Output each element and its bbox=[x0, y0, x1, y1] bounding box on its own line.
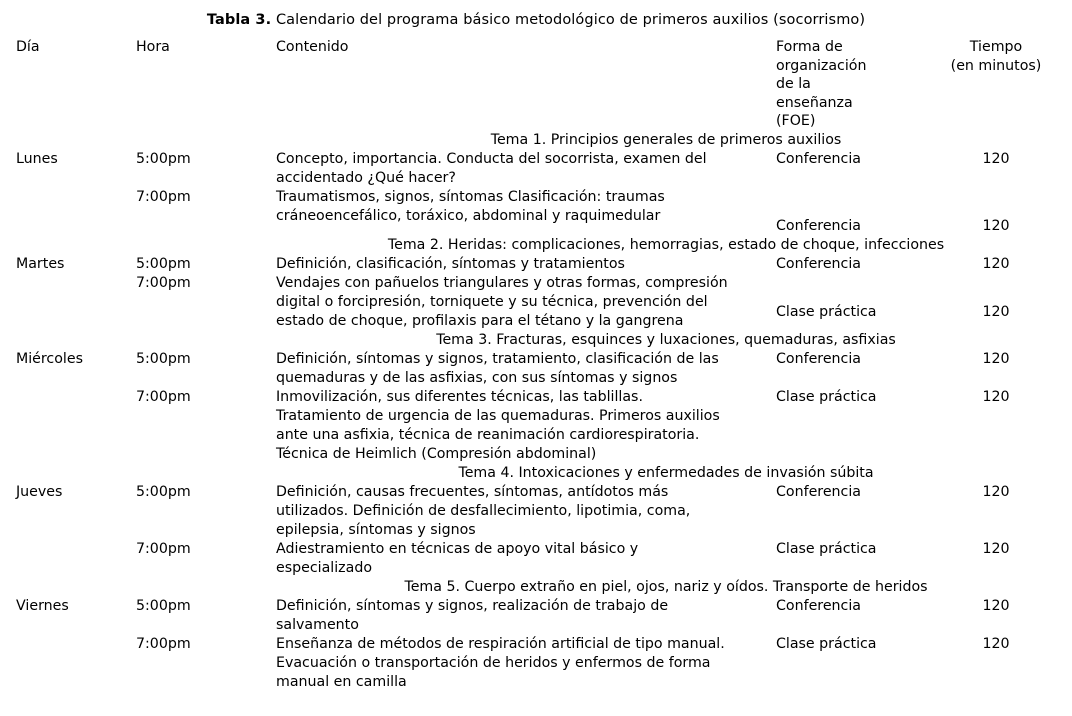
cell-contenido bbox=[276, 350, 776, 388]
cell-contenido bbox=[276, 388, 776, 464]
cell-hora: 5:00pm bbox=[136, 483, 191, 500]
cell-contenido bbox=[276, 255, 776, 274]
cell-hora: 7:00pm bbox=[136, 188, 191, 205]
cell-tiempo: 120 bbox=[982, 540, 1010, 557]
contenido-line: Técnica de Heimlich (Compresión abdominal) bbox=[276, 445, 597, 462]
cell-hora: 5:00pm bbox=[136, 150, 191, 167]
cell-foe: Conferencia bbox=[776, 217, 861, 234]
contenido-line: Definición, síntomas y signos, tratamiento, clasificación de las bbox=[276, 350, 719, 367]
contenido-line: salvamento bbox=[276, 616, 359, 633]
header-foe-line-5: (FOE) bbox=[776, 113, 816, 129]
contenido-line: cráneoencefálico, toráxico, abdominal y raquimedular bbox=[276, 207, 661, 224]
table-row bbox=[16, 635, 1056, 692]
contenido-line: Evacuación o transportación de heridos y enfermos de forma bbox=[276, 654, 711, 671]
contenido-line: digital o forcipresión, torniquete y su técnica, prevención del bbox=[276, 293, 708, 310]
header-tiempo-line-1: Tiempo bbox=[969, 39, 1023, 55]
tema-title: Tema 1. Principios generales de primeros auxilios bbox=[490, 131, 842, 148]
cell-dia: Martes bbox=[16, 255, 65, 272]
cell-foe: Conferencia bbox=[776, 255, 861, 272]
cell-foe: Clase práctica bbox=[776, 635, 877, 652]
cell-hora: 7:00pm bbox=[136, 635, 191, 652]
tema-row bbox=[16, 131, 1056, 150]
tema-row bbox=[16, 331, 1056, 350]
table-row bbox=[16, 388, 1056, 464]
cell-contenido bbox=[276, 597, 776, 635]
table-row bbox=[16, 350, 1056, 388]
cell-tiempo: 120 bbox=[982, 350, 1010, 367]
cell-foe: Conferencia bbox=[776, 483, 861, 500]
cell-foe: Clase práctica bbox=[776, 303, 877, 320]
cell-hora: 7:00pm bbox=[136, 274, 191, 291]
table-row bbox=[16, 274, 1056, 331]
cell-tiempo: 120 bbox=[982, 388, 1010, 405]
header-foe bbox=[776, 38, 936, 131]
tema-title: Tema 2. Heridas: complicaciones, hemorragias, estado de choque, infecciones bbox=[387, 236, 945, 253]
contenido-line: Definición, síntomas y signos, realización de trabajo de bbox=[276, 597, 669, 614]
contenido-line: utilizados. Definición de desfallecimiento, lipotimia, coma, bbox=[276, 502, 691, 519]
tema-row bbox=[16, 236, 1056, 255]
contenido-line: Tratamiento de urgencia de las quemaduras. Primeros auxilios bbox=[276, 407, 720, 424]
cell-hora: 7:00pm bbox=[136, 388, 191, 405]
tema-row bbox=[16, 578, 1056, 597]
table-caption bbox=[16, 10, 1056, 30]
header-contenido: Contenido bbox=[276, 39, 349, 55]
contenido-line: especializado bbox=[276, 559, 373, 576]
header-tiempo bbox=[936, 38, 1056, 131]
cell-tiempo: 120 bbox=[982, 483, 1010, 500]
contenido-line: manual en camilla bbox=[276, 673, 407, 690]
table-row bbox=[16, 597, 1056, 635]
table-caption-label: Tabla 3. bbox=[206, 12, 272, 28]
table-caption-text: Calendario del programa básico metodológico de primeros auxilios (socorrismo) bbox=[275, 12, 866, 28]
cell-contenido bbox=[276, 150, 776, 188]
cell-contenido bbox=[276, 540, 776, 578]
tema-title: Tema 5. Cuerpo extraño en piel, ojos, nariz y oídos. Transporte de heridos bbox=[404, 578, 928, 595]
header-foe-line-1: Forma de bbox=[776, 39, 843, 55]
contenido-line: quemaduras y de las asfixias, con sus síntomas y signos bbox=[276, 369, 678, 386]
tema-title: Tema 3. Fracturas, esquinces y luxaciones, quemaduras, asfixias bbox=[436, 331, 896, 348]
contenido-line: Inmovilización, sus diferentes técnicas, las tablillas. bbox=[276, 388, 643, 405]
cell-foe: Clase práctica bbox=[776, 388, 877, 405]
contenido-line: estado de choque, profilaxis para el tétano y la gangrena bbox=[276, 312, 684, 329]
contenido-line: epilepsia, síntomas y signos bbox=[276, 521, 476, 538]
cell-foe: Conferencia bbox=[776, 597, 861, 614]
cell-tiempo: 120 bbox=[982, 635, 1010, 652]
cell-tiempo: 120 bbox=[982, 597, 1010, 614]
cell-hora: 5:00pm bbox=[136, 255, 191, 272]
cell-foe: Conferencia bbox=[776, 350, 861, 367]
contenido-line: Definición, clasificación, síntomas y tratamientos bbox=[276, 255, 625, 272]
header-foe-line-2: organización bbox=[776, 57, 867, 74]
header-foe-line-3: de la bbox=[776, 76, 811, 92]
cell-tiempo: 120 bbox=[982, 150, 1010, 167]
header-tiempo-line-2: (en minutos) bbox=[950, 57, 1042, 74]
contenido-line: accidentado ¿Qué hacer? bbox=[276, 169, 456, 186]
cell-hora: 7:00pm bbox=[136, 540, 191, 557]
table-row bbox=[16, 255, 1056, 274]
table-row bbox=[16, 150, 1056, 188]
table-row bbox=[16, 540, 1056, 578]
cell-contenido bbox=[276, 188, 776, 236]
header-hora: Hora bbox=[136, 39, 170, 55]
cell-contenido bbox=[276, 274, 776, 331]
tema-row bbox=[16, 464, 1056, 483]
contenido-line: Definición, causas frecuentes, síntomas, antídotos más bbox=[276, 483, 669, 500]
cell-dia: Viernes bbox=[16, 597, 69, 614]
contenido-line: ante una asfixia, técnica de reanimación cardiorespiratoria. bbox=[276, 426, 700, 443]
header-foe-line-4: enseñanza bbox=[776, 94, 853, 111]
cell-hora: 5:00pm bbox=[136, 350, 191, 367]
contenido-line: Vendajes con pañuelos triangulares y otras formas, compresión bbox=[276, 274, 728, 291]
cell-tiempo: 120 bbox=[982, 255, 1010, 272]
cell-tiempo: 120 bbox=[982, 303, 1010, 320]
cell-foe: Conferencia bbox=[776, 150, 861, 167]
cell-foe: Clase práctica bbox=[776, 540, 877, 557]
contenido-line: Concepto, importancia. Conducta del socorrista, examen del bbox=[276, 150, 707, 167]
contenido-line: Traumatismos, signos, síntomas Clasificación: traumas bbox=[276, 188, 665, 205]
tema-title: Tema 4. Intoxicaciones y enfermedades de invasión súbita bbox=[458, 464, 874, 481]
contenido-line: Enseñanza de métodos de respiración artificial de tipo manual. bbox=[276, 635, 725, 652]
contenido-line: Adiestramiento en técnicas de apoyo vital básico y bbox=[276, 540, 639, 557]
cell-dia: Miércoles bbox=[16, 350, 83, 367]
cell-dia: Jueves bbox=[16, 483, 63, 500]
table-header-row bbox=[16, 38, 1056, 131]
table-row bbox=[16, 483, 1056, 540]
cell-dia: Lunes bbox=[16, 150, 58, 167]
cell-contenido bbox=[276, 483, 776, 540]
cell-hora: 5:00pm bbox=[136, 597, 191, 614]
header-dia: Día bbox=[16, 39, 40, 55]
cell-contenido bbox=[276, 635, 776, 692]
schedule-table bbox=[16, 38, 1056, 692]
cell-tiempo: 120 bbox=[982, 217, 1010, 234]
table-row bbox=[16, 188, 1056, 236]
